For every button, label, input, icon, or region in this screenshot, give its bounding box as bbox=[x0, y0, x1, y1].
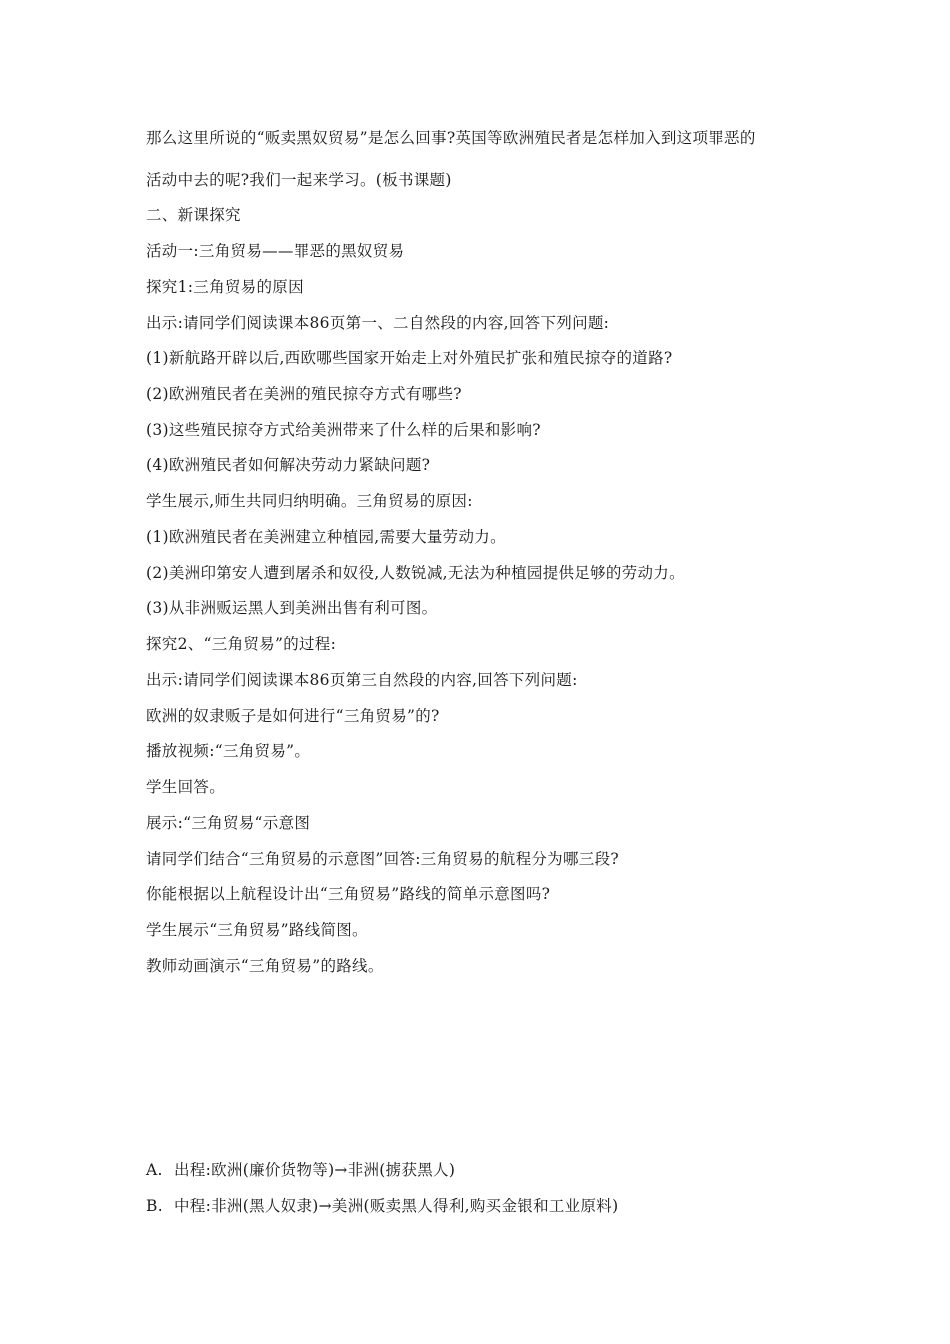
question-3: (3)这些殖民掠夺方式给美洲带来了什么样的后果和影响? bbox=[146, 421, 541, 439]
diagram-question: 请同学们结合“三角贸易的示意图”回答:三角贸易的航程分为哪三段? bbox=[146, 850, 619, 868]
inquiry-2-prompt: 出示:请同学们阅读课本86页第三自然段的内容,回答下列问题: bbox=[146, 671, 578, 689]
question-1: (1)新航路开辟以后,西欧哪些国家开始走上对外殖民扩张和殖民掠夺的道路? bbox=[146, 349, 673, 367]
section-heading-new-lesson: 二、新课探究 bbox=[146, 206, 241, 224]
inquiry-1-heading: 探究1:三角贸易的原因 bbox=[146, 278, 304, 296]
paragraph-intro-2: 活动中去的呢?我们一起来学习。(板书课题) bbox=[146, 171, 452, 189]
design-question: 你能根据以上航程设计出“三角贸易”路线的简单示意图吗? bbox=[146, 885, 551, 903]
inquiry-2-heading: 探究2、“三角贸易”的过程: bbox=[146, 635, 337, 653]
student-answer-line: 学生回答。 bbox=[146, 778, 226, 796]
question-4: (4)欧洲殖民者如何解决劳动力紧缺问题? bbox=[146, 456, 431, 474]
option-a-letter: A. bbox=[146, 1161, 163, 1179]
option-a-text: 出程:欧洲(廉价货物等)→非洲(掳获黑人) bbox=[174, 1161, 456, 1179]
student-sketch-line: 学生展示“三角贸易”路线简图。 bbox=[146, 921, 368, 939]
reason-2: (2)美洲印第安人遭到屠杀和奴役,人数锐减,无法为种植园提供足够的劳动力。 bbox=[146, 564, 685, 582]
play-video-line: 播放视频:“三角贸易”。 bbox=[146, 742, 311, 760]
option-a bbox=[146, 1160, 455, 1180]
inquiry-2-question: 欧洲的奴隶贩子是如何进行“三角贸易”的? bbox=[146, 707, 440, 725]
inquiry-1-prompt: 出示:请同学们阅读课本86页第一、二自然段的内容,回答下列问题: bbox=[146, 314, 610, 332]
option-b-letter: B. bbox=[146, 1197, 163, 1215]
option-b bbox=[146, 1196, 618, 1216]
summary-intro: 学生展示,师生共同归纳明确。三角贸易的原因: bbox=[146, 492, 473, 510]
question-2: (2)欧洲殖民者在美洲的殖民掠夺方式有哪些? bbox=[146, 385, 462, 403]
reason-1: (1)欧洲殖民者在美洲建立种植园,需要大量劳动力。 bbox=[146, 528, 506, 546]
option-b-text: 中程:非洲(黑人奴隶)→美洲(贩卖黑人得利,购买金银和工业原料) bbox=[174, 1197, 619, 1215]
teacher-animation-line: 教师动画演示“三角贸易”的路线。 bbox=[146, 957, 384, 975]
activity-heading: 活动一:三角贸易——罪恶的黑奴贸易 bbox=[146, 242, 405, 260]
reason-3: (3)从非洲贩运黑人到美洲出售有利可图。 bbox=[146, 599, 438, 617]
paragraph-intro-1: 那么这里所说的“贩卖黑奴贸易”是怎么回事?英国等欧洲殖民者是怎样加入到这项罪恶的 bbox=[146, 129, 756, 147]
show-diagram-line: 展示:“三角贸易“示意图 bbox=[146, 814, 311, 832]
